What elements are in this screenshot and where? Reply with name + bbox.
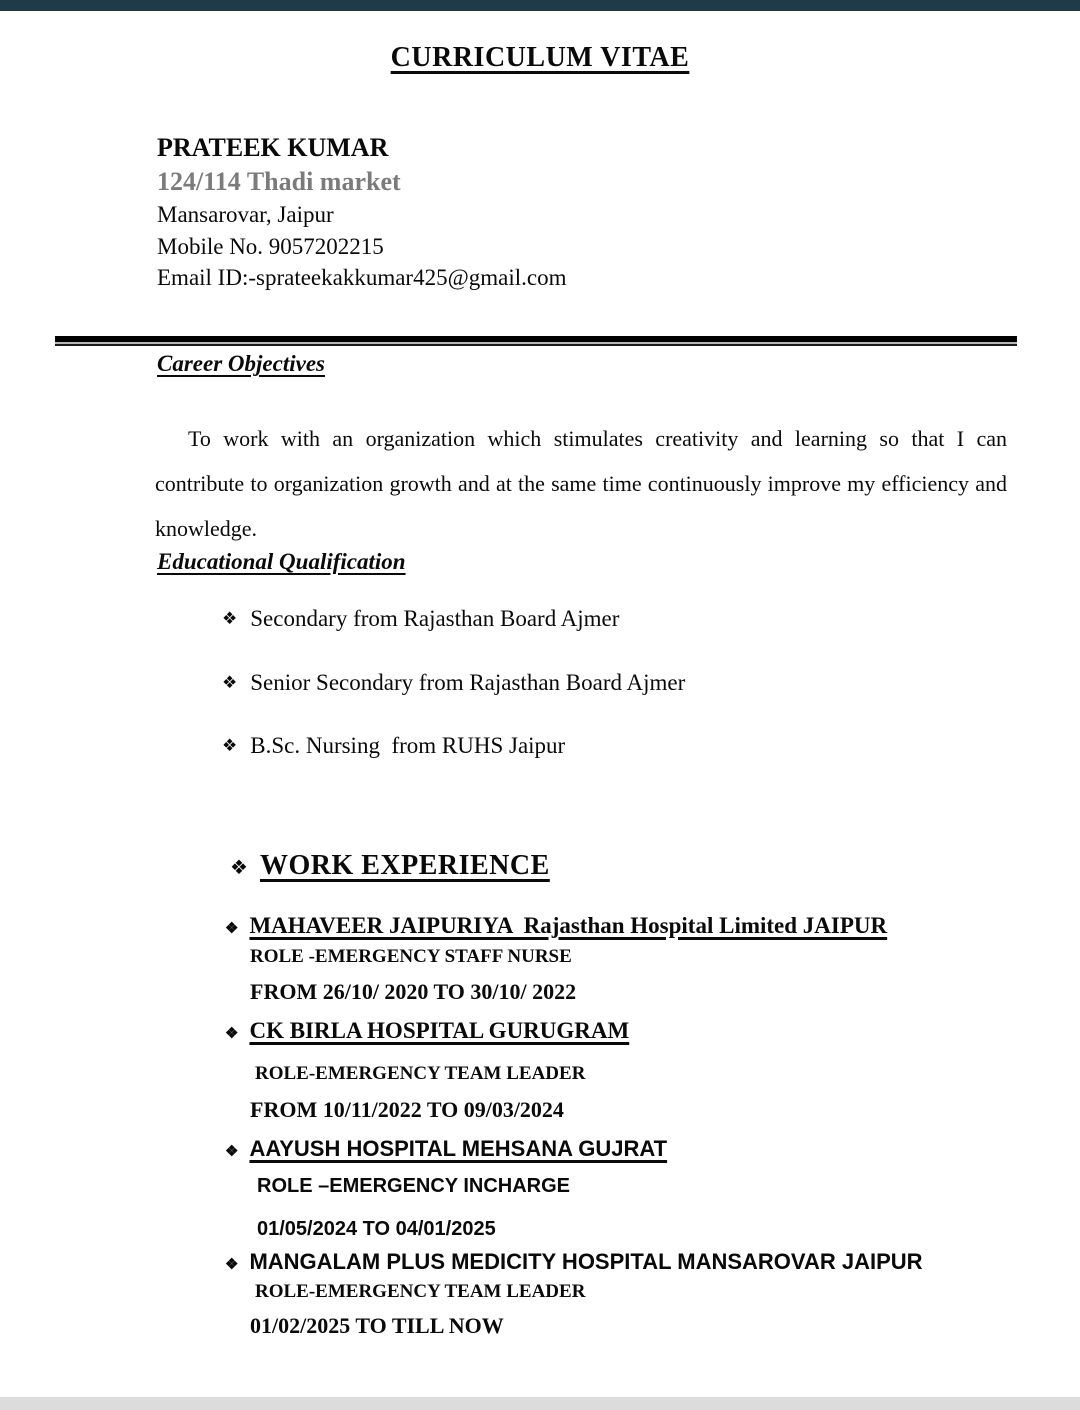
diamond-bullet-icon: ❖	[225, 921, 239, 937]
work-entry-name	[225, 1136, 667, 1162]
work-entry-period: 01/05/2024 TO 04/01/2025	[257, 1218, 496, 1240]
document-header	[0, 42, 1080, 74]
education-item	[222, 670, 685, 696]
address-line-2: Mansarovar, Jaipur	[157, 202, 334, 227]
work-experience-heading	[230, 850, 550, 882]
work-entry-name	[225, 1249, 923, 1275]
address-line-1: 124/114 Thadi market	[157, 167, 401, 196]
work-entry-name-label: AAYUSH HOSPITAL MEHSANA GUJRAT	[249, 1136, 668, 1161]
work-entry-role: ROLE -EMERGENCY STAFF NURSE	[250, 946, 572, 967]
diamond-bullet-icon: ❖	[222, 736, 238, 755]
work-entry-period: 01/02/2025 TO TILL NOW	[250, 1313, 504, 1338]
diamond-bullet-icon: ❖	[230, 857, 248, 879]
candidate-name: PRATEEK KUMAR	[157, 133, 389, 162]
work-experience-heading-label: WORK EXPERIENCE	[259, 850, 550, 881]
work-entry-role: ROLE –EMERGENCY INCHARGE	[257, 1175, 571, 1197]
diamond-bullet-icon: ❖	[225, 1257, 239, 1273]
page-title: CURRICULUM VITAE	[390, 42, 690, 73]
top-accent-bar	[0, 0, 1080, 11]
education-heading: Educational Qualification	[157, 549, 406, 574]
diamond-bullet-icon: ❖	[225, 1144, 239, 1160]
education-item-label: B.Sc. Nursing from RUHS Jaipur	[250, 733, 566, 758]
diamond-bullet-icon: ❖	[225, 1026, 239, 1042]
work-entry-name-label: CK BIRLA HOSPITAL GURUGRAM	[249, 1018, 630, 1043]
work-entry-period: FROM 26/10/ 2020 TO 30/10/ 2022	[250, 979, 577, 1004]
contact-block	[157, 131, 567, 294]
bottom-bar	[0, 1397, 1080, 1410]
career-objectives-text: To work with an organization which stimulates creativity and learning so that I can contribute to organization growth and at the same time continuously improve my efficiency and knowledge.	[155, 426, 1007, 541]
education-item	[222, 606, 619, 632]
work-entry-name	[225, 1018, 629, 1044]
diamond-bullet-icon: ❖	[222, 673, 238, 692]
work-entry-name-label: MAHAVEER JAIPURIYA Rajasthan Hospital Limited JAIPUR	[249, 913, 888, 938]
diamond-bullet-icon: ❖	[222, 609, 238, 628]
email-line: Email ID:-sprateekakkumar425@gmail.com	[157, 265, 567, 290]
work-entry-name-label: MANGALAM PLUS MEDICITY HOSPITAL MANSAROVAR JAIPUR	[249, 1249, 923, 1274]
work-entry-role: ROLE-EMERGENCY TEAM LEADER	[255, 1281, 586, 1302]
career-objectives-heading: Career Objectives	[157, 351, 325, 376]
mobile-line: Mobile No. 9057202215	[157, 233, 384, 259]
work-entry-name	[225, 913, 887, 939]
education-item	[222, 733, 565, 759]
work-entry-period: FROM 10/11/2022 TO 09/03/2024	[250, 1097, 564, 1122]
section-divider	[55, 336, 1017, 346]
work-entry-role: ROLE-EMERGENCY TEAM LEADER	[255, 1063, 586, 1084]
education-item-label: Secondary from Rajasthan Board Ajmer	[250, 606, 620, 631]
education-item-label: Senior Secondary from Rajasthan Board Ajmer	[250, 670, 686, 695]
